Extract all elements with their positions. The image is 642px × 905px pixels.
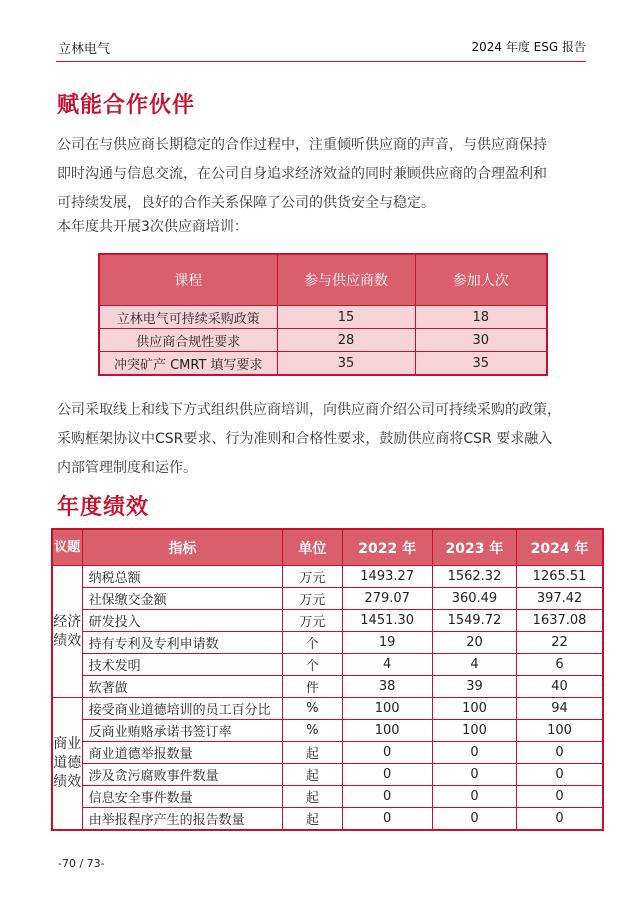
value-2022: 1493.27 xyxy=(342,566,432,588)
value-2023: 0 xyxy=(432,764,516,786)
unit: 起 xyxy=(283,786,342,808)
value-2023: 39 xyxy=(432,676,516,698)
table-row xyxy=(52,588,603,610)
value-2023: 0 xyxy=(432,808,516,831)
section-title-performance: 年度绩效 xyxy=(57,495,150,520)
intro-line: 公司在与供应商长期稳定的合作过程中，注重倾听供应商的声音，与供应商保持 xyxy=(57,137,547,153)
value-2022: 0 xyxy=(342,764,432,786)
unit: % xyxy=(283,698,342,720)
supplier-count: 35 xyxy=(277,352,415,376)
col-2022: 2022 年 xyxy=(342,529,432,566)
intro-line: 即时沟通与信息交流，在公司自身追求经济效益的同时兼顾供应商的合理盈利和 xyxy=(57,166,547,182)
intro-line: 本年度共开展3次供应商培训： xyxy=(57,219,248,235)
table-row xyxy=(52,698,603,720)
table-row xyxy=(52,566,603,588)
section-title-partners: 赋能合作伙伴 xyxy=(57,93,196,118)
unit: 万元 xyxy=(283,566,342,588)
unit: 件 xyxy=(283,676,342,698)
supplier-count: 28 xyxy=(277,329,415,352)
value-2023: 20 xyxy=(432,632,516,654)
col-course: 课程 xyxy=(99,254,277,306)
training-line: 内部管理制度和运作。 xyxy=(57,460,197,476)
unit: 万元 xyxy=(283,588,342,610)
course-name: 供应商合规性要求 xyxy=(99,329,277,352)
value-2023: 0 xyxy=(432,786,516,808)
table-row xyxy=(99,329,547,352)
value-2023: 360.49 xyxy=(432,588,516,610)
value-2023: 4 xyxy=(432,654,516,676)
col-2024: 2024 年 xyxy=(517,529,603,566)
category-ethics: 商业道德绩效 xyxy=(52,698,82,831)
header-company: 立林电气 xyxy=(58,42,111,57)
value-2024: 0 xyxy=(517,786,603,808)
intro-line: 可持续发展，良好的合作关系保障了公司的供货安全与稳定。 xyxy=(57,195,435,211)
table-row xyxy=(52,786,603,808)
table-row xyxy=(52,742,603,764)
indicator: 持有专利及专利申请数 xyxy=(82,632,283,654)
value-2022: 100 xyxy=(342,698,432,720)
col-indicator: 指标 xyxy=(82,529,283,566)
value-2023: 1549.72 xyxy=(432,610,516,632)
unit: 起 xyxy=(283,808,342,831)
table-row xyxy=(52,632,603,654)
participant-count: 18 xyxy=(415,306,547,329)
value-2024: 22 xyxy=(517,632,603,654)
value-2022: 4 xyxy=(342,654,432,676)
participant-count: 30 xyxy=(415,329,547,352)
unit: 个 xyxy=(283,632,342,654)
col-2023: 2023 年 xyxy=(432,529,516,566)
unit: 起 xyxy=(283,742,342,764)
value-2022: 279.07 xyxy=(342,588,432,610)
indicator: 反商业贿赂承诺书签订率 xyxy=(82,720,283,742)
indicator: 由举报程序产生的报告数量 xyxy=(82,808,283,831)
table-row xyxy=(52,764,603,786)
intro-paragraph xyxy=(57,131,597,242)
indicator: 社保缴交金额 xyxy=(82,588,283,610)
value-2024: 0 xyxy=(517,764,603,786)
col-topic: 议题 xyxy=(52,529,82,566)
value-2022: 38 xyxy=(342,676,432,698)
value-2022: 100 xyxy=(342,720,432,742)
indicator: 涉及贪污腐败事件数量 xyxy=(82,764,283,786)
value-2024: 40 xyxy=(517,676,603,698)
unit: 个 xyxy=(283,654,342,676)
indicator: 信息安全事件数量 xyxy=(82,786,283,808)
training-table-header xyxy=(99,254,547,306)
table-row xyxy=(99,306,547,329)
value-2022: 1451.30 xyxy=(342,610,432,632)
training-table xyxy=(98,253,548,376)
indicator: 纳税总额 xyxy=(82,566,283,588)
value-2023: 100 xyxy=(432,698,516,720)
value-2024: 0 xyxy=(517,742,603,764)
indicator: 技术发明 xyxy=(82,654,283,676)
value-2024: 0 xyxy=(517,808,603,831)
course-name: 冲突矿产 CMRT 填写要求 xyxy=(99,352,277,376)
training-line: 采购框架协议中CSR要求、行为准则和合格性要求，鼓励供应商将CSR 要求融入 xyxy=(57,431,553,447)
value-2024: 6 xyxy=(517,654,603,676)
col-suppliers: 参与供应商数 xyxy=(277,254,415,306)
training-line: 公司采取线上和线下方式组织供应商培训，向供应商介绍公司可持续采购的政策， xyxy=(57,402,561,418)
col-unit: 单位 xyxy=(283,529,342,566)
value-2024: 1637.08 xyxy=(517,610,603,632)
indicator: 接受商业道德培训的员工百分比 xyxy=(82,698,283,720)
value-2024: 397.42 xyxy=(517,588,603,610)
training-paragraph xyxy=(57,396,597,483)
unit: % xyxy=(283,720,342,742)
unit: 万元 xyxy=(283,610,342,632)
value-2024: 100 xyxy=(517,720,603,742)
value-2022: 0 xyxy=(342,742,432,764)
value-2022: 19 xyxy=(342,632,432,654)
value-2022: 0 xyxy=(342,808,432,831)
value-2022: 0 xyxy=(342,786,432,808)
supplier-count: 15 xyxy=(277,306,415,329)
indicator: 研发投入 xyxy=(82,610,283,632)
indicator: 软著做 xyxy=(82,676,283,698)
table-row xyxy=(52,654,603,676)
performance-table-header xyxy=(52,529,603,566)
unit: 起 xyxy=(283,764,342,786)
table-row xyxy=(52,676,603,698)
category-economic: 经济绩效 xyxy=(52,566,82,698)
course-name: 立林电气可持续采购政策 xyxy=(99,306,277,329)
value-2024: 1265.51 xyxy=(517,566,603,588)
table-row xyxy=(52,610,603,632)
page-number: -70 / 73- xyxy=(58,857,105,870)
value-2023: 1562.32 xyxy=(432,566,516,588)
value-2023: 0 xyxy=(432,742,516,764)
table-row xyxy=(99,352,547,376)
table-row xyxy=(52,720,603,742)
table-row xyxy=(52,808,603,831)
header-divider xyxy=(56,61,586,62)
col-participants: 参加人次 xyxy=(415,254,547,306)
value-2023: 100 xyxy=(432,720,516,742)
value-2024: 94 xyxy=(517,698,603,720)
participant-count: 35 xyxy=(415,352,547,376)
header-report-title: 2024 年度 ESG 报告 xyxy=(471,40,586,54)
performance-table xyxy=(51,528,604,831)
indicator: 商业道德举报数量 xyxy=(82,742,283,764)
